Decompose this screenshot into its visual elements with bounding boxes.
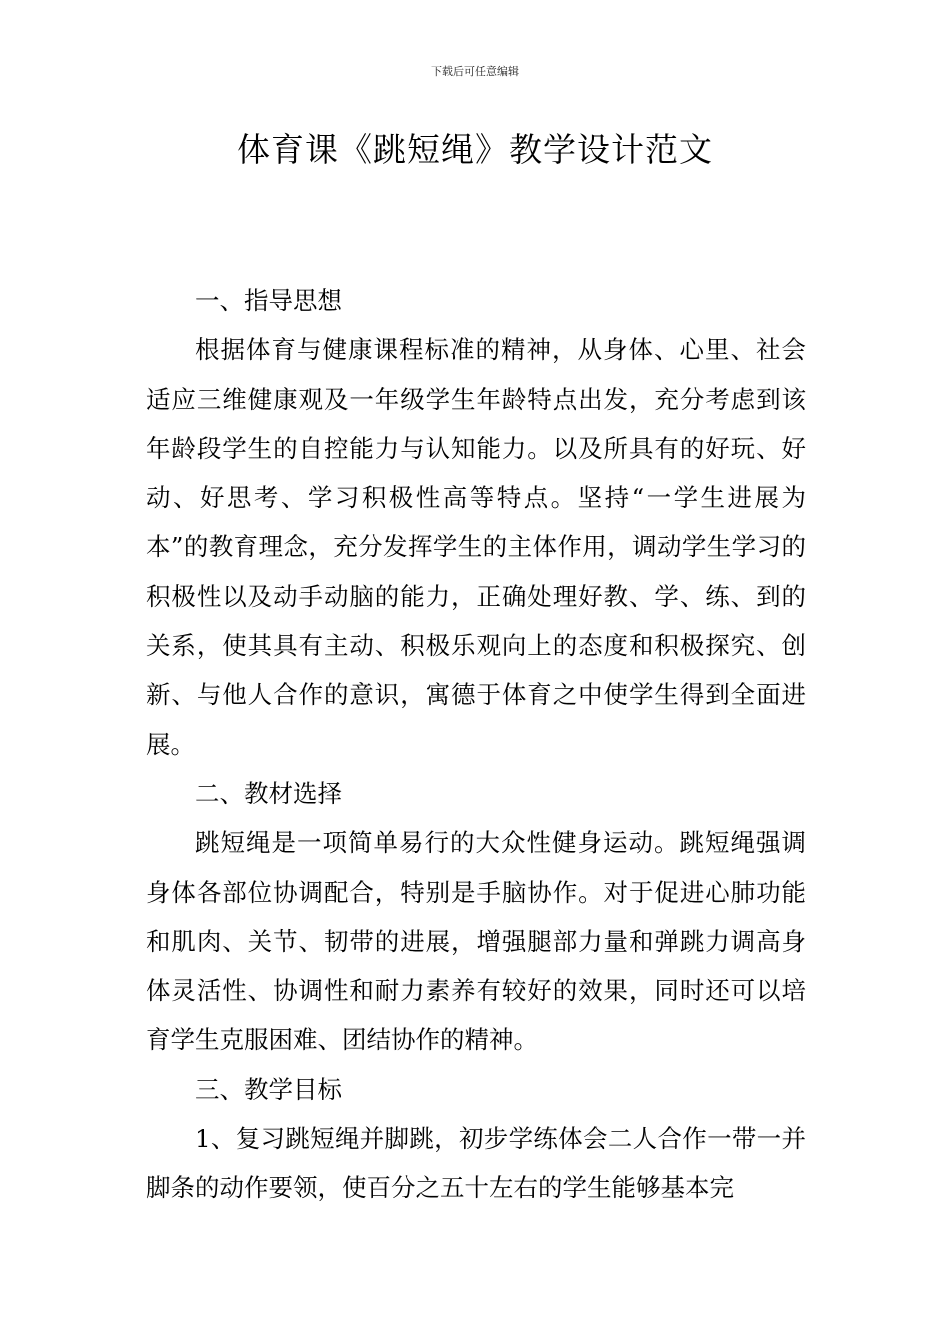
header-note: 下载后可任意编辑	[431, 65, 519, 78]
section-paragraph-guiding-ideology: 根据体育与健康课程标准的精神，从身体、心里、社会适应三维健康观及一年级学生年龄特点出发，充分考虑到该年龄段学生的自控能力与认知能力。以及所具有的好玩、好动、好思考、学习积极性高等特点。坚持“一学生进展为本”的教育理念，充分发挥学生的主体作用，调动学生学习的积极性以及动手动脑的能力，正确处理好教、学、练、到的关系，使其具有主动、积极乐观向上的态度和积极探究、创新、与他人合作的意识，寓德于体育之中使学生得到全面进展。	[146, 335, 806, 759]
section-heading-teaching-objectives: 三、教学目标	[195, 1074, 342, 1104]
section-heading-guiding-ideology: 一、指导思想	[195, 286, 342, 315]
document-body	[146, 276, 806, 1213]
document-title: 体育课《跳短绳》教学设计范文	[237, 130, 713, 169]
section-paragraph-teaching-objectives: 1、复习跳短绳并脚跳，初步学练体会二人合作一带一并脚条的动作要领，使百分之五十左右的学生能够基本完	[146, 1124, 806, 1203]
section-heading-material-selection: 二、教材选择	[195, 778, 342, 808]
section-paragraph-material-selection: 跳短绳是一项简单易行的大众性健身运动。跳短绳强调身体各部位协调配合，特别是手脑协作。对于促进心肺功能和肌肉、关节、韧带的进展，增强腿部力量和弹跳力调高身体灵活性、协调性和耐力素养有较好的效果，同时还可以培育学生克服困难、团结协作的精神。	[146, 828, 806, 1055]
